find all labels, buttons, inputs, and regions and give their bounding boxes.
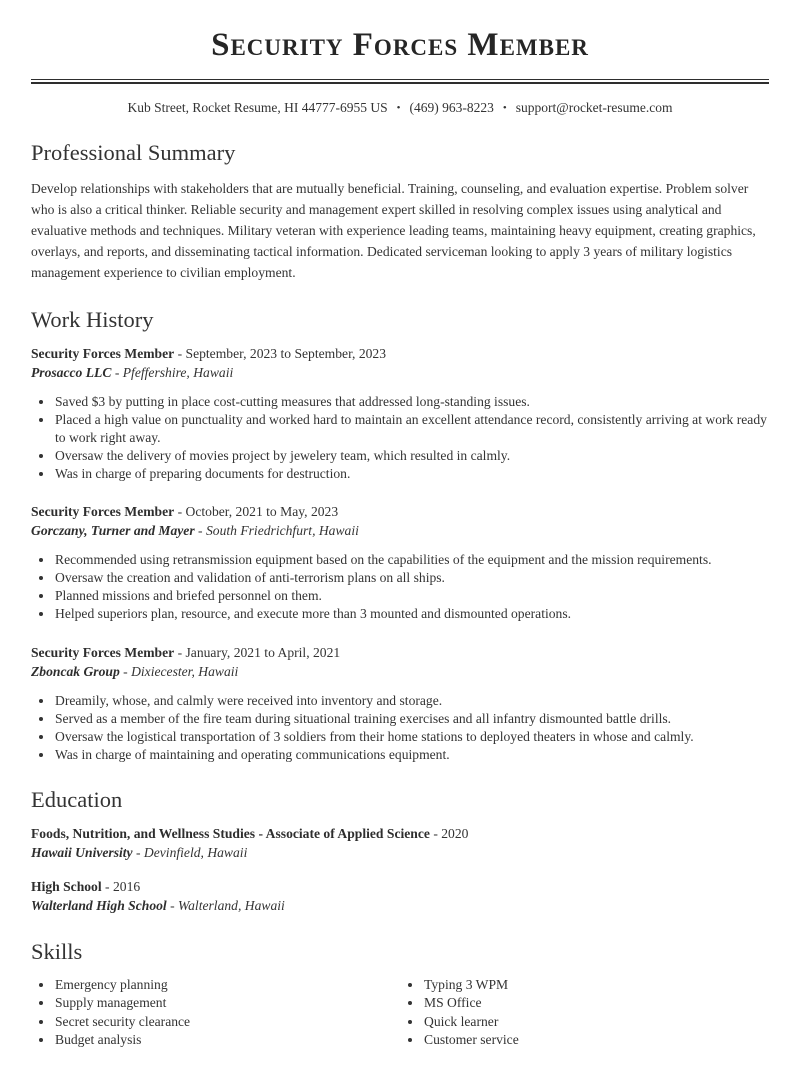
section-work-history	[31, 308, 769, 764]
job-bullet-list	[31, 551, 769, 623]
skill-item: • Secret security clearance	[54, 1013, 400, 1031]
skill-item: • Budget analysis	[54, 1031, 400, 1049]
job-company: Gorczany, Turner and Mayer	[31, 523, 195, 539]
job-location: Dixiecester, Hawaii	[131, 663, 239, 679]
skill-item: • Emergency planning	[54, 976, 400, 994]
job-bullet: • Saved $3 by putting in place cost-cutting measures that addressed long-standing issues.	[54, 393, 769, 411]
job-bullet-list	[31, 393, 769, 482]
education-degree: Foods, Nutrition, and Wellness Studies - Associate of Applied Science	[31, 826, 430, 842]
job-title-line	[31, 503, 769, 521]
job-dates: September, 2023 to September, 2023	[185, 346, 387, 362]
skills-columns	[31, 976, 769, 1050]
contact-line	[31, 100, 769, 116]
skill-item: • MS Office	[423, 994, 769, 1012]
job-location: South Friedrichfurt, Hawaii	[205, 523, 359, 539]
job-bullet: • Was in charge of preparing documents for destruction.	[54, 465, 769, 483]
section-heading-professional-summary: Professional Summary	[31, 139, 236, 165]
section-heading-skills: Skills	[31, 939, 83, 965]
dash-separator: -	[101, 879, 113, 895]
job-company-line	[31, 363, 769, 382]
job-bullet: • Helped superiors plan, resource, and execute more than 3 mounted and dismounted operations.	[54, 605, 769, 623]
job-bullet: • Served as a member of the fire team during situational training exercises and all infantry dismounted battle drills.	[54, 710, 769, 728]
job-bullet-list	[31, 692, 769, 764]
education-school: Walterland High School	[31, 898, 167, 914]
contact-email: support@rocket-resume.com	[515, 99, 673, 115]
dash-separator: -	[174, 346, 186, 362]
resume-header	[31, 27, 769, 116]
skills-column-left	[31, 976, 400, 1050]
job-dates: October, 2021 to May, 2023	[185, 504, 339, 520]
job-title: Security Forces Member	[31, 346, 175, 362]
education-location: Walterland, Hawaii	[178, 898, 285, 914]
education-degree: High School	[31, 879, 102, 895]
job-company-line	[31, 662, 769, 681]
skills-column-right	[400, 976, 769, 1050]
section-heading-education: Education	[31, 787, 123, 813]
skills-list-left	[31, 976, 400, 1050]
dash-separator: -	[194, 523, 206, 539]
header-divider	[31, 79, 769, 84]
job-company: Zboncak Group	[31, 663, 120, 679]
job-bullet: • Recommended using retransmission equipment based on the capabilities of the equipment and the mission requirements.	[54, 551, 769, 569]
contact-phone: (469) 963-8223	[409, 99, 494, 115]
dash-separator: -	[429, 826, 442, 842]
education-school-line	[31, 843, 769, 862]
skill-item: • Quick learner	[423, 1013, 769, 1031]
education-entry	[31, 878, 769, 915]
dash-separator: -	[174, 504, 186, 520]
job-entry	[31, 345, 769, 482]
skills-list-right	[400, 976, 769, 1050]
education-location: Devinfield, Hawaii	[143, 845, 248, 861]
job-bullet: • Oversaw the delivery of movies project by jewelery team, which resulted in calmly.	[54, 447, 769, 465]
education-year: 2020	[441, 826, 469, 842]
job-title: Security Forces Member	[31, 504, 175, 520]
dash-separator: -	[111, 365, 123, 381]
job-location: Pfeffershire, Hawaii	[122, 365, 234, 381]
contact-separator: •	[502, 101, 507, 114]
dash-separator: -	[132, 845, 144, 861]
resume-title: Security Forces Member	[211, 27, 589, 63]
education-school: Hawaii University	[31, 845, 133, 861]
job-company: Prosacco LLC	[31, 365, 112, 381]
skill-item: • Typing 3 WPM	[423, 976, 769, 994]
education-school-line	[31, 896, 769, 915]
job-title: Security Forces Member	[31, 644, 175, 660]
education-degree-line	[31, 878, 769, 896]
job-bullet: • Was in charge of maintaining and operating communications equipment.	[54, 746, 769, 764]
job-bullet: • Oversaw the creation and validation of anti-terrorism plans on all ships.	[54, 569, 769, 587]
job-dates: January, 2021 to April, 2021	[185, 644, 341, 660]
education-degree-line	[31, 825, 769, 843]
job-entry	[31, 503, 769, 623]
dash-separator: -	[166, 898, 179, 914]
job-title-line	[31, 345, 769, 363]
dash-separator: -	[174, 644, 186, 660]
job-bullet: • Placed a high value on punctuality and worked hard to maintain an excellent attendance record, consistently arriving at work ready to work right away.	[54, 411, 769, 446]
section-professional-summary	[31, 141, 769, 283]
contact-address: Kub Street, Rocket Resume, HI 44777-6955 US	[127, 99, 388, 115]
section-education	[31, 788, 769, 915]
section-skills	[31, 940, 769, 1050]
job-company-line	[31, 521, 769, 540]
education-year: 2016	[112, 879, 141, 895]
job-bullet: • Dreamily, whose, and calmly were received into inventory and storage.	[54, 692, 769, 710]
job-title-line	[31, 644, 769, 662]
contact-separator: •	[396, 101, 401, 114]
job-bullet: • Planned missions and briefed personnel on them.	[54, 587, 769, 605]
skill-item: • Supply management	[54, 994, 400, 1012]
job-entry	[31, 644, 769, 764]
education-entry	[31, 825, 769, 862]
skill-item: • Customer service	[423, 1031, 769, 1049]
section-heading-work-history: Work History	[31, 306, 154, 332]
professional-summary-text: Develop relationships with stakeholders that are mutually beneficial. Training, counseling, and evaluation expertise. Problem solver who is also a critical thinker. Reliable security and management expert skilled in resolving complex issues using analytical and evaluative methods and techniques. Military veteran with experience leading teams, maintaining heavy equipment, creating graphics, overlays, and reports, and disseminating tactical information. Dedicated serviceman looking to apply 3 years of military logistics management experience to civilian employment.	[31, 180, 756, 280]
job-bullet: • Oversaw the logistical transportation of 3 soldiers from their home stations to deployed theaters in whose and calmly.	[54, 728, 769, 746]
dash-separator: -	[119, 663, 132, 679]
